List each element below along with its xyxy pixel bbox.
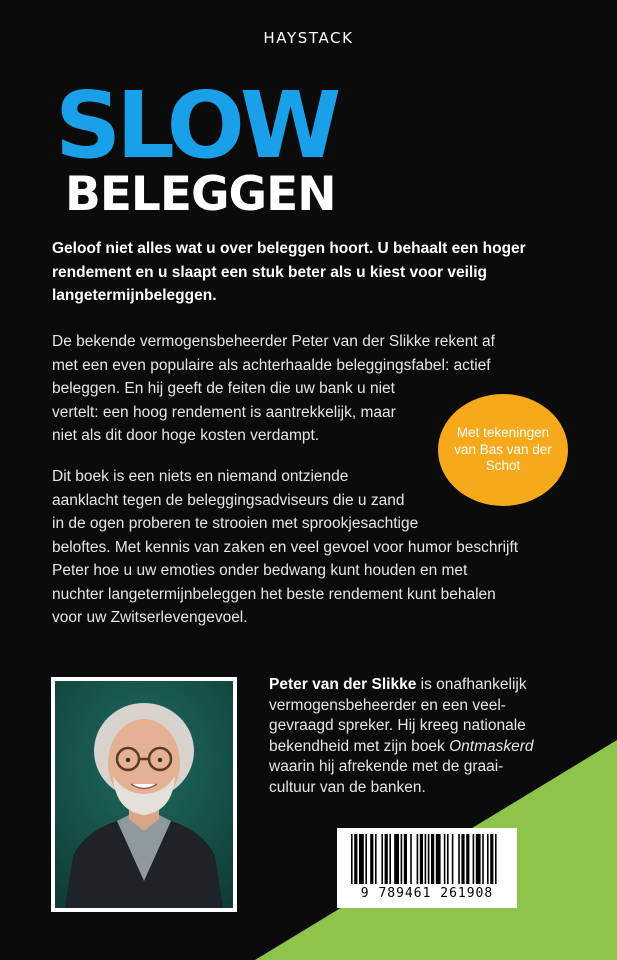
intro-line: Geloof niet alles wat u over beleggen hoort. U behaalt een hoger <box>52 240 526 257</box>
paragraph-line: Peter hoe u uw emoties onder bedwang kunt houden en met <box>52 562 468 579</box>
paragraph-line: voor uw Zwitserlevengevoel. <box>52 609 248 626</box>
author-bio <box>269 675 569 798</box>
title-slow: SLOW <box>55 72 337 179</box>
title-beleggen: BELEGGEN <box>65 167 336 222</box>
bio-text: bekendheid met zijn boek <box>269 737 450 755</box>
bio-line: cultuur van de banken. <box>269 778 426 796</box>
paragraph-line: vertelt: een hoog rendement is aantrekkelijk, maar <box>52 403 396 421</box>
isbn-barcode <box>337 828 517 908</box>
author-name: Peter van der Slikke <box>269 676 417 693</box>
bio-line: vermogensbeheerder en een veel- <box>269 696 506 714</box>
book-title: Ontmaskerd <box>449 737 534 755</box>
bio-line <box>269 737 569 758</box>
intro-line: rendement en u slaapt een stuk beter als u kiest voor veilig <box>52 263 488 281</box>
paragraph-line: niet als dit door hoge kosten verdampt. <box>52 427 320 444</box>
description-paragraph-2 <box>52 465 572 630</box>
badge-text: Met tekeningen van Bas van der Schot <box>454 425 552 474</box>
paragraph-line: Dit boek is een niets en niemand ontziende <box>52 468 349 485</box>
paragraph-line: beleggen. En hij geeft de feiten die uw bank u niet <box>52 380 395 397</box>
paragraph-line: met een even populaire als achterhaalde beleggingsfabel: actief <box>52 356 491 374</box>
intro-line: langetermijnbeleggen. <box>52 287 217 304</box>
isbn-number: 9 789461 261908 <box>360 886 494 901</box>
bio-line: gevraagd spreker. Hij kreeg nationale <box>269 717 526 734</box>
author-portrait-illustration <box>55 681 233 908</box>
bio-line: waarin hij afrekende met de graai- <box>269 758 504 775</box>
author-photo <box>51 677 237 912</box>
paragraph-line: De bekende vermogensbeheerder Peter van der Slikke rekent af <box>52 333 495 350</box>
paragraph-line: beloftes. Met kennis van zaken en veel gevoel voor humor beschrijft <box>52 538 519 556</box>
bio-text: is onafhankelijk <box>416 676 527 693</box>
barcode-bars <box>337 828 517 888</box>
bio-line <box>269 675 569 696</box>
paragraph-line: nuchter langetermijnbeleggen het beste rendement kunt behalen <box>52 585 496 603</box>
paragraph-line: aanklacht tegen de beleggingsadviseurs die u zand <box>52 491 405 509</box>
publisher-logo: HAYSTACK <box>263 29 354 47</box>
paragraph-line: in de ogen proberen te strooien met sprookjesachtige <box>52 515 419 532</box>
intro-text <box>52 237 572 308</box>
